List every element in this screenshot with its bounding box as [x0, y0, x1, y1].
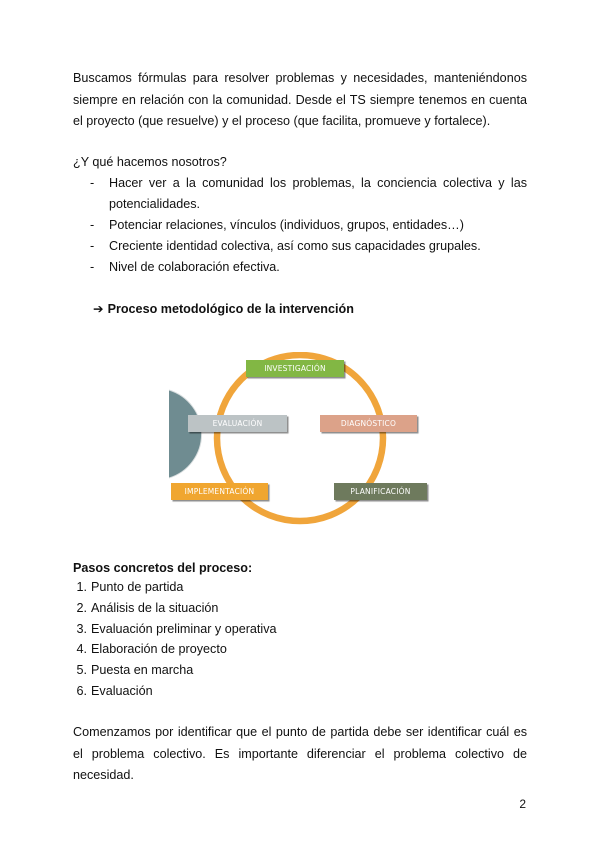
list-item: [73, 215, 527, 236]
arrow-right-icon: ➔: [93, 302, 104, 316]
list-item-text: Hacer ver a la comunidad los problemas, la conciencia colectiva y las potencialidades.: [109, 176, 527, 211]
step-number: 2.: [76, 600, 87, 615]
cycle-graphic: [165, 352, 435, 532]
side-circle-shape: [169, 390, 202, 478]
step-text: Evaluación preliminar y operativa: [91, 621, 277, 636]
list-item: [73, 660, 277, 681]
list-item-text: Potenciar relaciones, vínculos (individuos, grupos, entidades…): [109, 218, 464, 232]
list-item-text: Creciente identidad colectiva, así como sus capacidades grupales.: [109, 239, 481, 253]
box-diagnostico: DIAGNÓSTICO: [320, 415, 417, 432]
process-cycle-diagram: [165, 352, 435, 532]
page-number: 2: [519, 797, 526, 811]
step-text: Elaboración de proyecto: [91, 642, 227, 657]
box-implementacion: IMPLEMENTACIÓN: [171, 483, 268, 500]
list-item: [73, 236, 527, 257]
step-number: 4.: [76, 642, 87, 657]
steps-title: Pasos concretos del proceso:: [73, 561, 253, 575]
list-item: [73, 681, 277, 702]
question-line: ¿Y qué hacemos nosotros?: [73, 155, 227, 169]
list-item: [73, 598, 277, 619]
dash-marker: -: [90, 260, 95, 274]
dash-marker: -: [90, 239, 95, 253]
list-item: [73, 577, 277, 598]
box-evaluacion: EVALUACIÓN: [188, 415, 287, 432]
section-heading: [93, 299, 354, 319]
step-number: 6.: [76, 683, 87, 698]
step-text: Punto de partida: [91, 580, 184, 594]
step-text: Puesta en marcha: [91, 663, 194, 678]
list-item-text: Nivel de colaboración efectiva.: [109, 260, 280, 274]
box-investigacion: INVESTIGACIÓN: [246, 360, 344, 377]
step-number: 5.: [76, 663, 87, 678]
list-item: [73, 173, 527, 215]
list-item: [73, 257, 527, 278]
dash-list: [73, 173, 527, 278]
closing-paragraph: Comenzamos por identificar que el punto de partida debe ser identificar cuál es el problema colectivo. Es importante diferenciar el problema colectivo de necesidad.: [73, 725, 527, 782]
list-item: [73, 619, 277, 640]
intro-paragraph: Buscamos fórmulas para resolver problemas y necesidades, manteniéndonos siempre en relación con la comunidad. Desde el TS siempre tenemos en cuenta el proyecto (que resuelve) y el proceso (que facilita, promueve y fortalece).: [73, 71, 527, 128]
step-number: 3.: [76, 621, 87, 636]
step-number: 1.: [76, 580, 87, 594]
dash-marker: -: [90, 218, 95, 232]
step-text: Evaluación: [91, 683, 153, 698]
step-text: Análisis de la situación: [91, 600, 219, 615]
steps-list: [73, 577, 277, 702]
dash-marker: -: [90, 176, 95, 190]
box-planificacion: PLANIFICACIÓN: [334, 483, 427, 500]
list-item: [73, 639, 277, 660]
section-heading-text: Proceso metodológico de la intervención: [107, 302, 354, 316]
